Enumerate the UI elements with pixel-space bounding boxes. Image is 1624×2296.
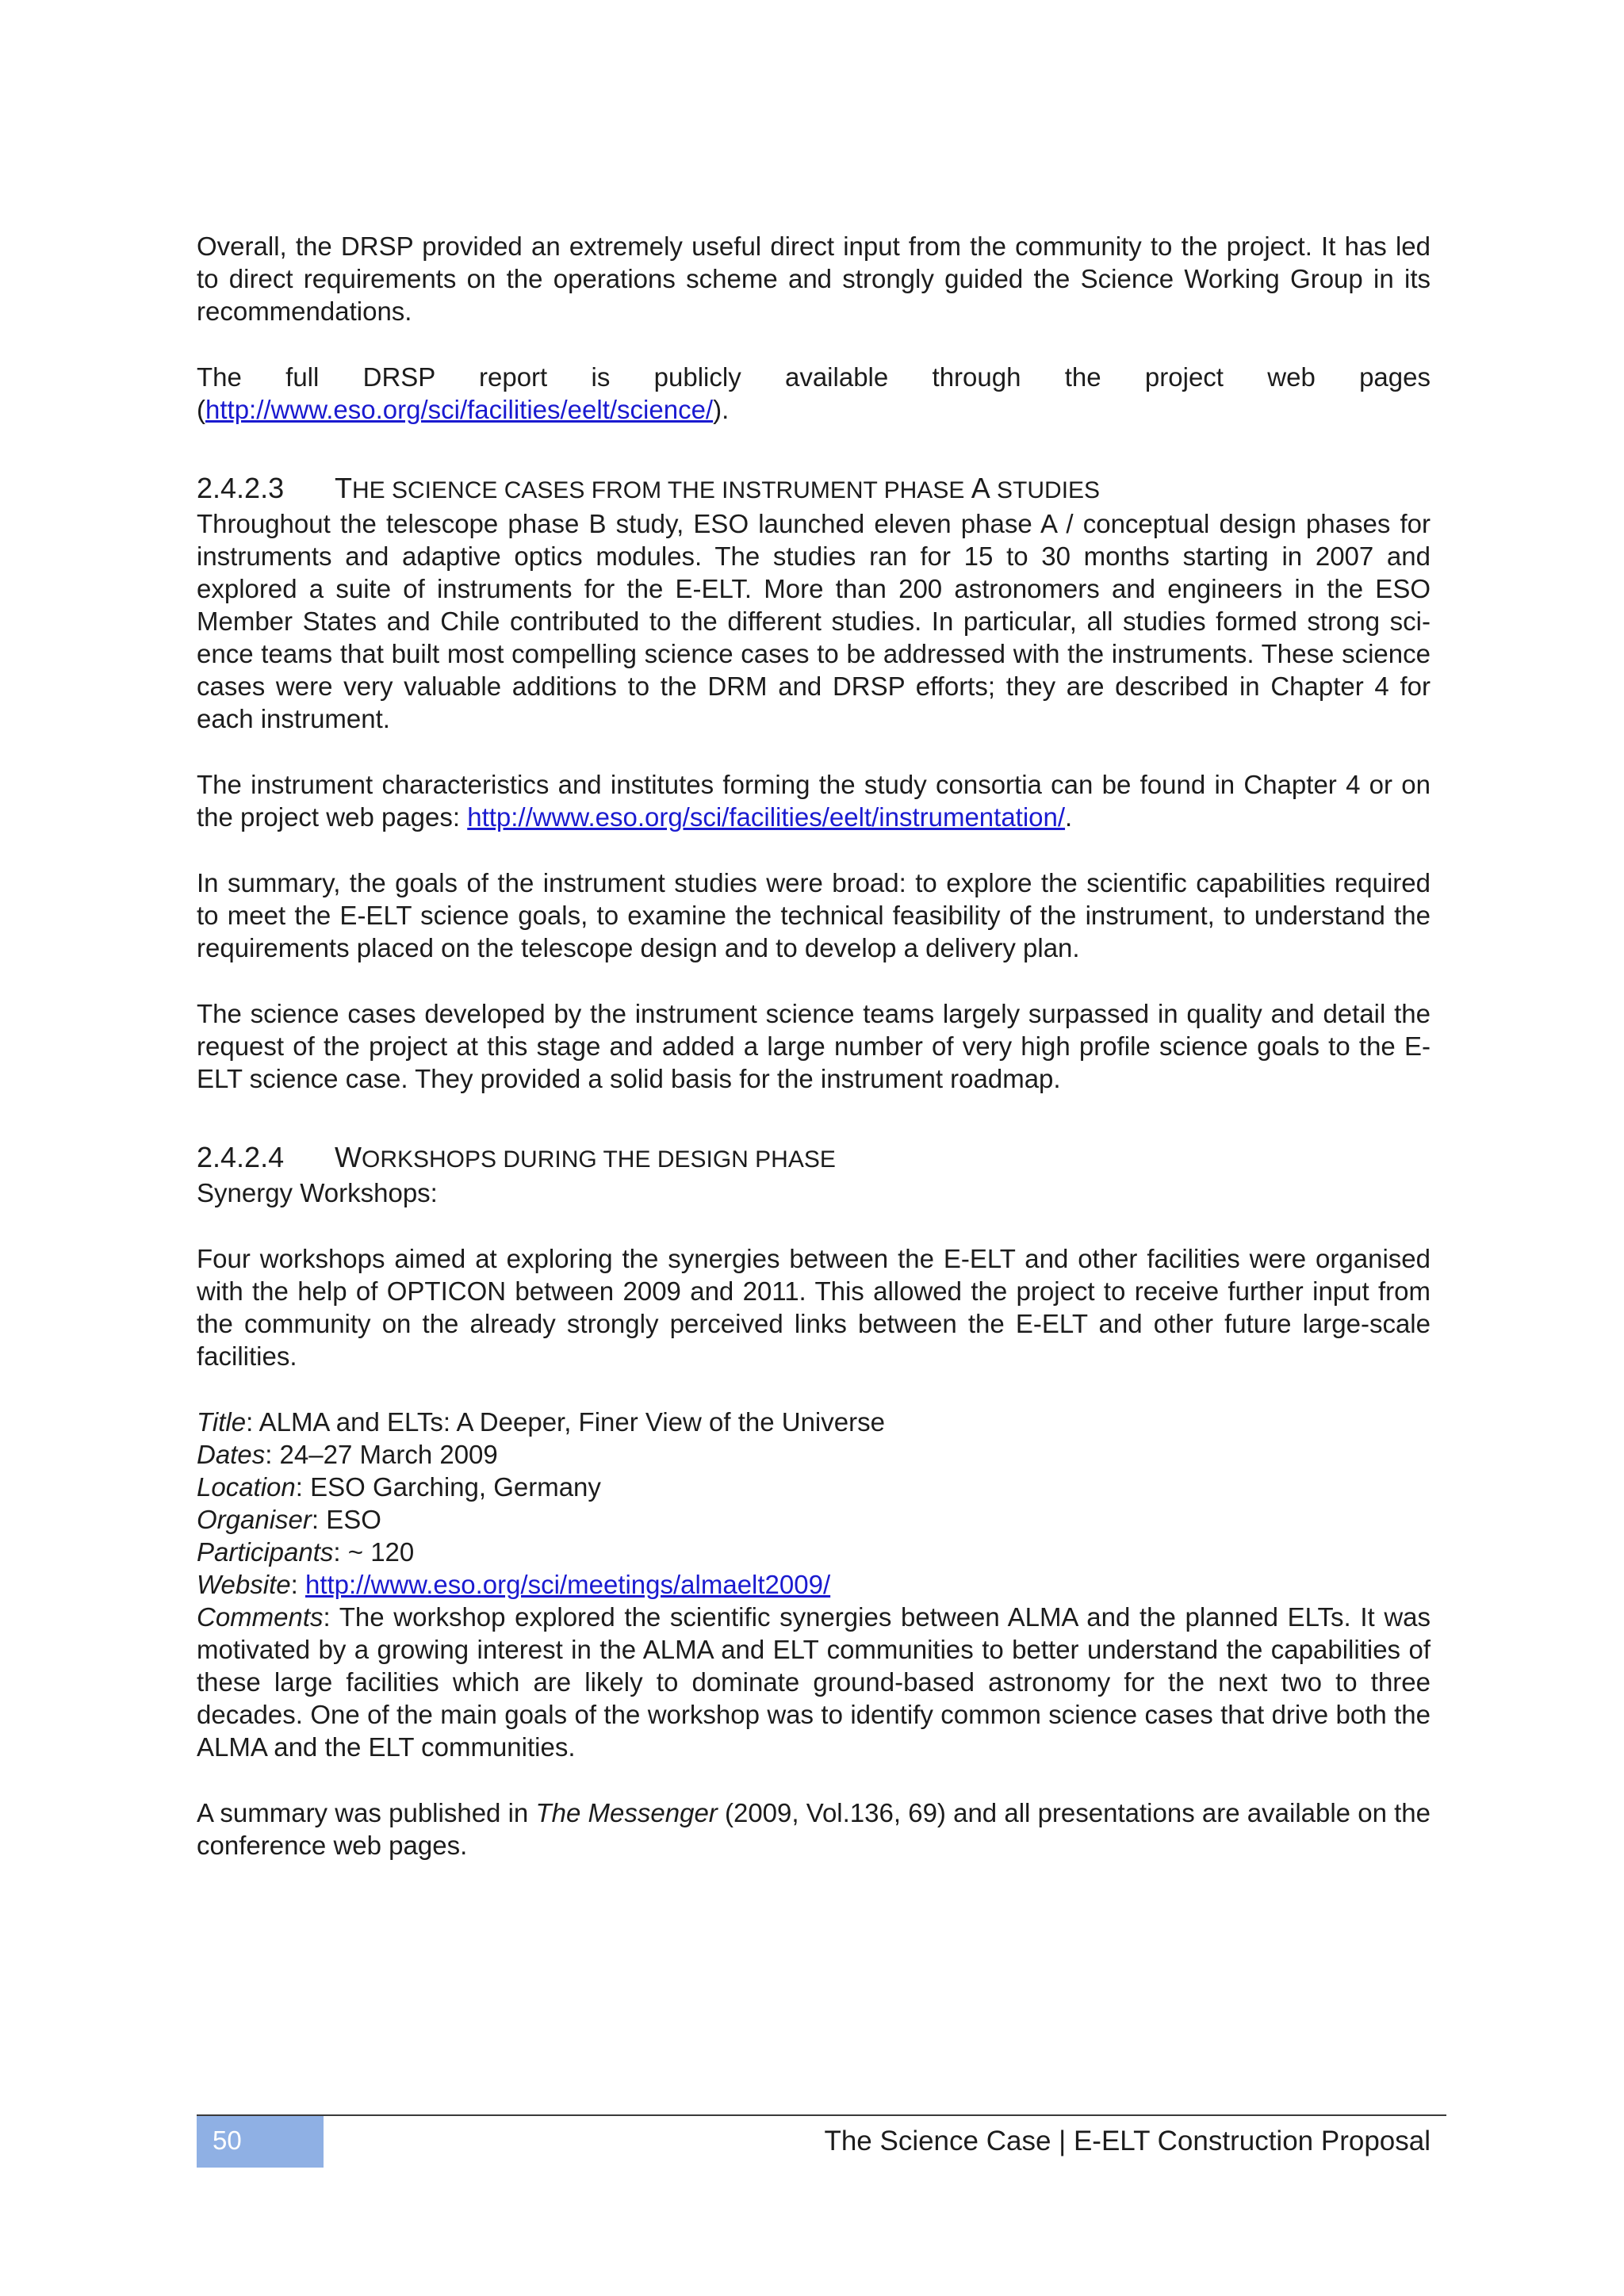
heading-initial-a: A <box>971 472 990 504</box>
workshop-location <box>197 1471 1431 1503</box>
workshop-comments <box>197 1601 1431 1763</box>
section-heading-2424 <box>197 1141 1431 1177</box>
section-number: 2.4.2.4 <box>197 1141 285 1173</box>
heading-initial: T <box>335 472 352 504</box>
participants-label: Participants <box>197 1537 334 1567</box>
website-sep: : <box>290 1570 305 1599</box>
comments-label: Comments <box>197 1602 324 1632</box>
drsp-report-link[interactable]: http://www.eso.org/sci/facilities/eelt/science/ <box>205 395 714 424</box>
footer-title: The Science Case | E-ELT Construction Proposal <box>824 2126 1431 2156</box>
workshop-organiser <box>197 1503 1431 1536</box>
location-value: : ESO Garching, Germany <box>295 1472 601 1502</box>
workshop-website <box>197 1568 1431 1601</box>
dates-label: Dates <box>197 1440 266 1469</box>
dates-value: : 24–27 March 2009 <box>265 1440 498 1469</box>
drsp-paragraph-1: Overall, the DRSP provided an extremely useful direct input from the community to the project. It has led to direct requirements on the operations scheme and strongly guided the Science Working Group in its recommendations. <box>197 232 1431 326</box>
heading-rest-2: STUDIES <box>990 477 1101 503</box>
drsp-p2-end: ). <box>713 395 730 424</box>
page-number: 50 <box>213 2126 242 2155</box>
workshops-paragraph: Four workshops aimed at exploring the synergies between the E-ELT and other facilities were organised with the help of OPTICON between 2009 and 2011. This allowed the project to receive further input from the community on the already strongly perceived links between the E-ELT and other future large-scale facilities. <box>197 1244 1431 1371</box>
organiser-label: Organiser <box>197 1505 312 1534</box>
summary-paragraph <box>197 1797 1431 1862</box>
synergy-subheading: Synergy Workshops: <box>197 1178 438 1207</box>
instrument-paragraph-2 <box>197 768 1431 833</box>
drsp-paragraph-2 <box>197 361 1431 426</box>
website-label: Website <box>197 1570 291 1599</box>
instrument-paragraph-4: The science cases developed by the instrument science teams largely surpassed in quality and detail the request of the project at this stage and added a large number of very high profile science goals to the E-ELT science case. They provided a solid basis for the instrument roadmap. <box>197 999 1431 1093</box>
summary-end: (2009, Vol.136, 69) and all presentations are available on the conference web pages. <box>197 1798 1431 1860</box>
instrument-paragraph-1: Throughout the telescope phase B study, ESO launched eleven phase A / conceptual design phases for instruments and adaptive optics modules. The studies ran for 15 to 30 months starting in 2007 and explored a suite of instruments for the E-ELT. More than 200 astronomers and engineers in the ESO Member States and Chile contributed to the different studies. In particular, all studies formed strong science teams that built most compelling science cases to be addressed with the instruments. These science cases were very valuable additions to the DRM and DRSP efforts; they are described in Chapter 4 for each instrument. <box>197 509 1431 733</box>
section-number: 2.4.2.3 <box>197 472 285 504</box>
instrument-paragraph-3: In summary, the goals of the instrument studies were broad: to explore the scientific capabilities required to meet the E-ELT science goals, to examine the technical feasibility of the instrument, to understand the requirements placed on the telescope design and to develop a delivery plan. <box>197 868 1431 962</box>
section-heading-2423 <box>197 472 1431 507</box>
heading-rest: HE SCIENCE CASES FROM THE INSTRUMENT PHASE <box>352 477 971 503</box>
workshop-title <box>197 1406 1431 1438</box>
workshop-details <box>197 1406 1431 1763</box>
instrument-p2-text: The instrument characteristics and institutes forming the study consortia can be found in Chapter 4 or on the project web pages: <box>197 770 1431 832</box>
messenger-title: The Messenger <box>535 1798 718 1827</box>
title-value: : ALMA and ELTs: A Deeper, Finer View of the Universe <box>246 1407 885 1437</box>
instrumentation-link[interactable]: http://www.eso.org/sci/facilities/eelt/instrumentation/ <box>467 802 1066 832</box>
workshop-website-link[interactable]: http://www.eso.org/sci/meetings/almaelt2009/ <box>304 1570 831 1599</box>
organiser-value: : ESO <box>311 1505 381 1534</box>
page-content <box>197 230 1431 1862</box>
drsp-p2-text: The full DRSP report is publicly available through the project web pages ( <box>197 362 1431 424</box>
workshop-dates <box>197 1438 1431 1471</box>
heading-rest: ORKSHOPS DURING THE DESIGN PHASE <box>361 1146 836 1173</box>
comments-value: : The workshop explored the scientific synergies between ALMA and the planned ELTs. It was motivated by a growing interest in the ALMA and ELT communities to better understand the capabilities of these large facilities which are likely to dominate ground-based astronomy for the next two to three decades. One of the main goals of the workshop was to identify common science cases that drive both the ALMA and the ELT communities. <box>197 1602 1431 1762</box>
workshop-participants <box>197 1536 1431 1568</box>
instrument-p2-end: . <box>1065 802 1073 832</box>
footer-rule <box>197 2114 1446 2116</box>
heading-initial: W <box>335 1141 362 1173</box>
page-number-box <box>197 2116 324 2168</box>
summary-text: A summary was published in <box>197 1798 536 1827</box>
title-label: Title <box>197 1407 247 1437</box>
participants-value: : ~ 120 <box>333 1537 415 1567</box>
location-label: Location <box>197 1472 296 1502</box>
